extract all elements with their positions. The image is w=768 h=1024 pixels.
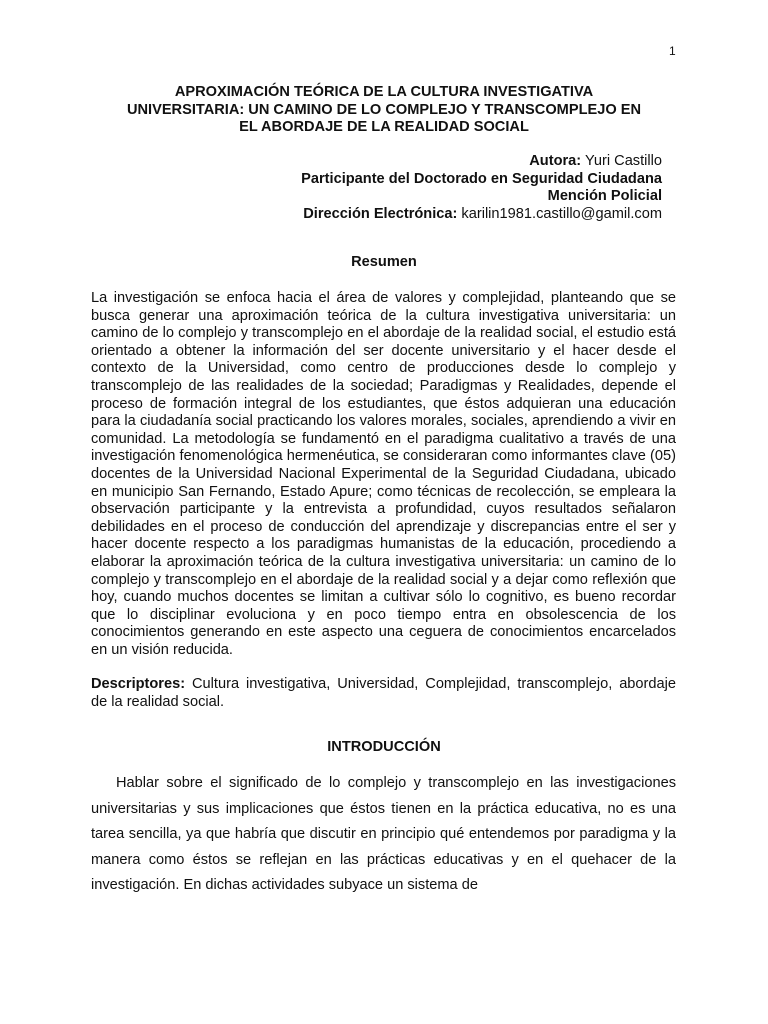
author-name: Yuri Castillo [581, 153, 662, 169]
author-label: Autora: [529, 153, 582, 169]
author-program-line-1: Participante del Doctorado en Seguridad Ciudadana [301, 170, 662, 187]
title-line-2: UNIVERSITARIA: UN CAMINO DE LO COMPLEJO Y TRANSCOMPLEJO EN [126, 101, 642, 118]
descriptores-paragraph [91, 676, 676, 711]
document-title [92, 84, 676, 137]
introduccion-heading: INTRODUCCIÓN [327, 739, 441, 755]
author-email: karilin1981.castillo@gamil.com [457, 205, 662, 222]
author-email-label: Dirección Electrónica: [303, 205, 458, 222]
author-line [301, 153, 662, 171]
title-line-3: EL ABORDAJE DE LA REALIDAD SOCIAL [239, 119, 529, 135]
descriptores-label: Descriptores: [91, 676, 186, 692]
resumen-heading: Resumen [351, 254, 417, 270]
page-number: 1 [669, 44, 676, 58]
descriptores-text: Cultura investigativa, Universidad, Complejidad, transcomplejo, abordaje de la realidad social. [91, 676, 676, 710]
resumen-text: La investigación se enfoca hacia el área de valores y complejidad, planteando que se busca generar una aproximación teórica de la cultura investigativa universitaria: un camino de lo complejo y transcomplejo en el abordaje de la realidad social, el estudio está orientado a obtener la información del ser docente universitario y el hacer desde el contexto de la Universidad, como centro de producciones desde lo complejo y transcomplejo de las realidades de la sociedad; Paradigmas y Realidades, depende el proceso de formación integral de los estudiantes, que éstos adquieran una educación para la ciudadanía social practicando los valores morales, sociales, aprendiendo a vivir en comunidad. La metodología se fundamentó en el paradigma cualitativo a través de una investigación fenomenológica hermenéutica, se consideraran como informantes clave (05) docentes de la Universidad Nacional Experimental de la Seguridad Ciudadana, ubicado en municipio San Fernando, Estado Apure; como técnicas de recolección, se empleara la observación participante y la entrevista a profundidad, cuyos resultados señalaron debilidades en el proceso de conducción del aprendizaje y discrepancias entre el ser y hacer docente respecto a los paradigmas humanistas de la educación, procediendo a elaborar la aproximación teórica de la cultura investigativa universitaria: un camino de lo complejo y transcomplejo en el abordaje de la realidad social y a dejar como reflexión que hoy, cuando muchos docentes se limitan a cultivar sólo lo cognitivo, es bueno recordar que lo disciplinar evoluciona y en poco tiempo entra en obsolescencia de los conocimientos generando en este aspecto una ceguera de conocimientos encarcelados en un visión reducida. [91, 290, 676, 658]
title-line-1: APROXIMACIÓN TEÓRICA DE LA CULTURA INVESTIGATIVA [174, 84, 594, 100]
author-email-line [301, 206, 662, 224]
author-block [301, 153, 662, 223]
introduccion-text: Hablar sobre el significado de lo complejo y transcomplejo en las investigaciones universitarias y sus implicaciones que éstos tienen en la práctica educativa, no es una tarea sencilla, ya que habría que discutir en principio qué entendemos por paradigma y la manera como éstos se reflejan en las prácticas educativas y en el quehacer de la investigación. En dichas actividades subyace un sistema de [91, 775, 676, 894]
author-program-line-2: Mención Policial [547, 188, 662, 204]
